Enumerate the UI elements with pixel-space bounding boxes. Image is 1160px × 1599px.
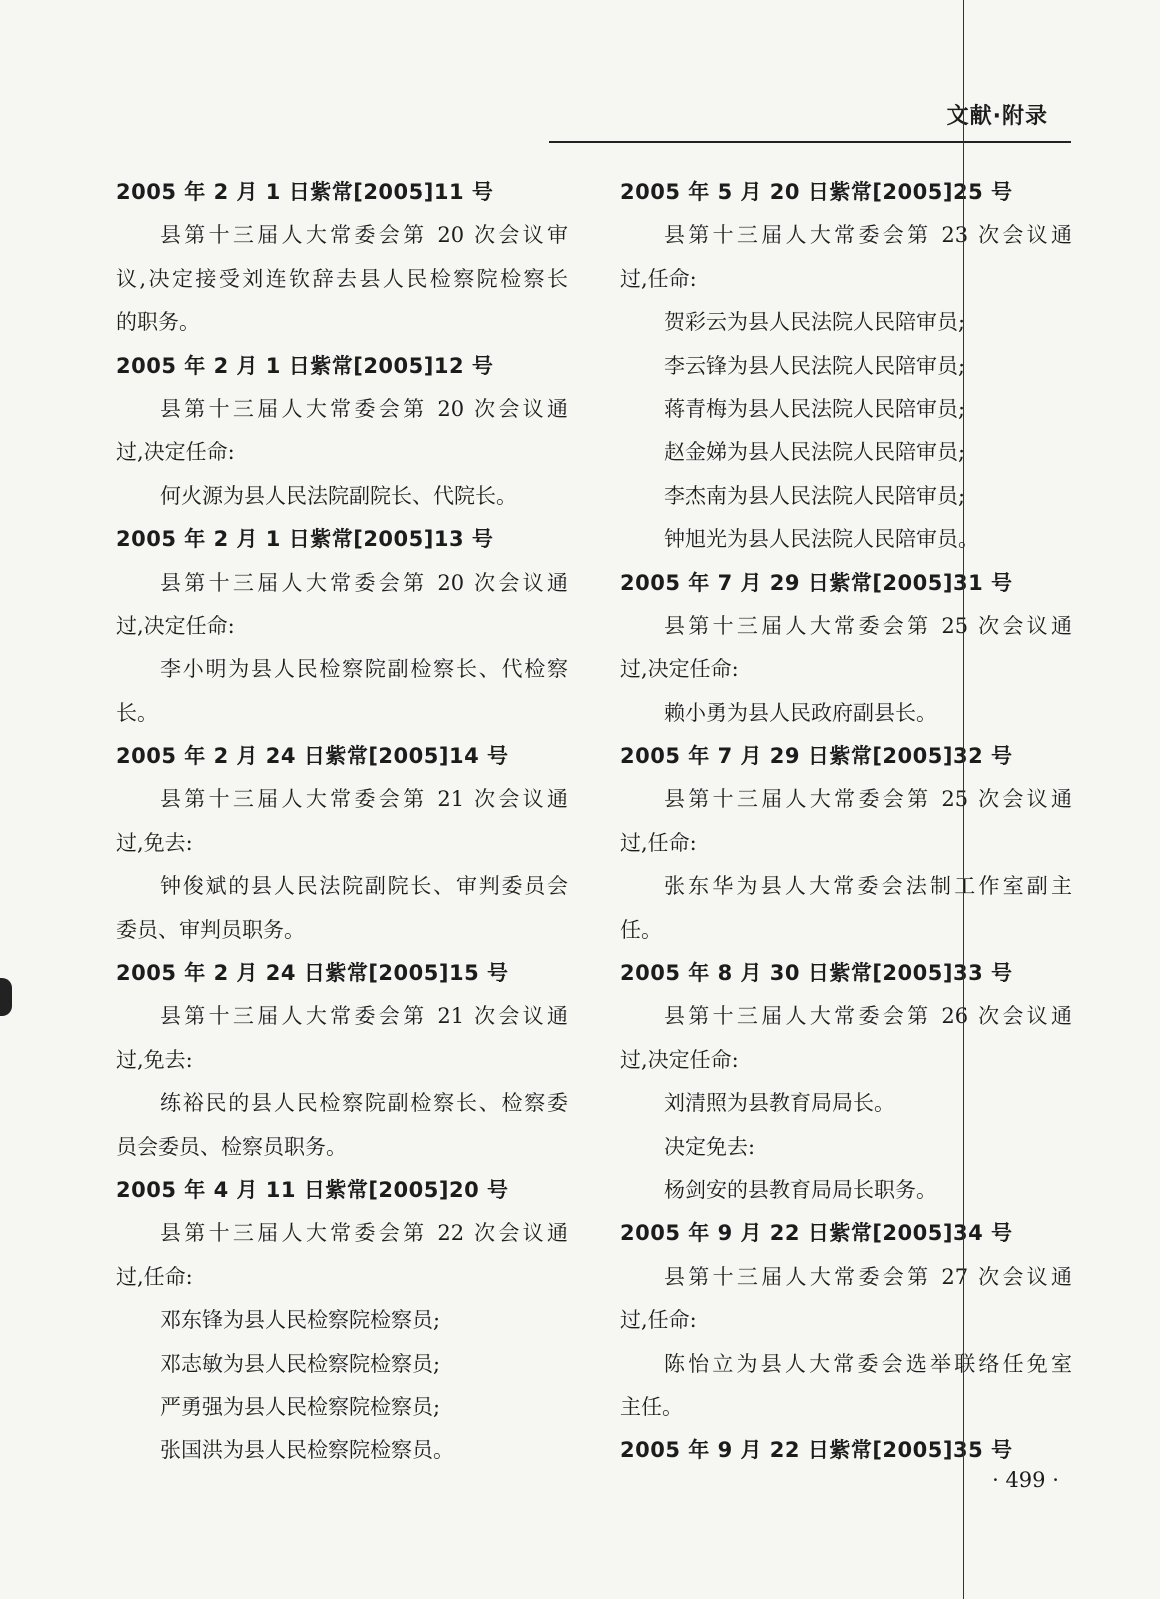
running-header-title: 文献·附录 <box>946 104 1048 129</box>
text-line: 邓志敏为县人民检察院检察员; <box>160 1351 441 1376</box>
right-column <box>620 171 1072 1473</box>
document-heading: 2005 年 2 月 24 日紫常[2005]14 号 <box>116 744 509 769</box>
text-line: 县第十三届人大常委会第 27 次会议通 <box>664 1264 1072 1289</box>
text-line: 过,免去: <box>116 830 193 855</box>
document-heading: 2005 年 2 月 1 日紫常[2005]13 号 <box>116 527 494 552</box>
text-line: 张国洪为县人民检察院检察员。 <box>160 1438 454 1463</box>
text-line: 钟旭光为县人民法院人民陪审员。 <box>664 527 979 552</box>
text-line: 过,任命: <box>620 266 697 291</box>
text-line: 过,任命: <box>116 1264 193 1289</box>
text-line: 李杰南为县人民法院人民陪审员; <box>664 483 966 508</box>
left-column <box>116 171 568 1473</box>
document-heading: 2005 年 7 月 29 日紫常[2005]32 号 <box>620 744 1013 769</box>
page-edge-mark <box>0 978 12 1016</box>
text-line: 李小明为县人民检察院副检察长、代检察 <box>160 657 568 682</box>
text-line: 的职务。 <box>116 310 200 335</box>
text-line: 县第十三届人大常委会第 23 次会议通 <box>664 223 1072 248</box>
text-line: 严勇强为县人民检察院检察员; <box>160 1394 441 1419</box>
text-line: 县第十三届人大常委会第 20 次会议审 <box>160 223 568 248</box>
document-heading: 2005 年 2 月 1 日紫常[2005]12 号 <box>116 353 494 378</box>
text-line: 县第十三届人大常委会第 20 次会议通 <box>160 396 568 421</box>
text-line: 过,免去: <box>116 1047 193 1072</box>
document-heading: 2005 年 5 月 20 日紫常[2005]25 号 <box>620 180 1013 204</box>
document-heading: 2005 年 2 月 1 日紫常[2005]11 号 <box>116 180 494 204</box>
text-line: 蒋青梅为县人民法院人民陪审员; <box>664 396 966 421</box>
document-heading: 2005 年 7 月 29 日紫常[2005]31 号 <box>620 570 1013 595</box>
text-line: 过,任命: <box>620 830 697 855</box>
text-line: 赵金娣为县人民法院人民陪审员; <box>664 440 966 465</box>
page-number: · 499 · <box>992 1468 1059 1492</box>
text-line: 主任。 <box>620 1394 683 1419</box>
text-line: 县第十三届人大常委会第 20 次会议通 <box>160 570 568 595</box>
text-line: 李云锋为县人民法院人民陪审员; <box>664 353 966 378</box>
text-line: 杨剑安的县教育局局长职务。 <box>664 1177 937 1202</box>
text-line: 议,决定接受刘连钦辞去县人民检察院检察长 <box>116 266 568 291</box>
text-line: 县第十三届人大常委会第 26 次会议通 <box>664 1004 1072 1029</box>
text-line: 钟俊斌的县人民法院副院长、审判委员会 <box>160 874 568 899</box>
text-line: 过,任命: <box>620 1308 697 1333</box>
scan-fold-line <box>963 0 964 1599</box>
header-rule <box>549 141 1071 143</box>
text-line: 县第十三届人大常委会第 21 次会议通 <box>160 1004 568 1029</box>
document-heading: 2005 年 9 月 22 日紫常[2005]34 号 <box>620 1221 1013 1246</box>
document-heading: 2005 年 8 月 30 日紫常[2005]33 号 <box>620 961 1013 986</box>
text-line: 赖小勇为县人民政府副县长。 <box>664 700 937 725</box>
text-line: 陈怡立为县人大常委会选举联络任免室 <box>664 1351 1072 1376</box>
text-line: 任。 <box>620 917 662 942</box>
text-line: 县第十三届人大常委会第 22 次会议通 <box>160 1221 568 1246</box>
text-line: 过,决定任命: <box>620 1047 739 1072</box>
text-line: 县第十三届人大常委会第 21 次会议通 <box>160 787 568 812</box>
text-line: 委员、审判员职务。 <box>116 917 305 942</box>
text-line: 过,决定任命: <box>620 657 739 682</box>
text-line: 员会委员、检察员职务。 <box>116 1134 347 1159</box>
text-line: 练裕民的县人民检察院副检察长、检察委 <box>160 1091 568 1116</box>
text-line: 县第十三届人大常委会第 25 次会议通 <box>664 787 1072 812</box>
document-heading: 2005 年 4 月 11 日紫常[2005]20 号 <box>116 1177 509 1202</box>
text-line: 过,决定任命: <box>116 440 235 465</box>
text-line: 邓东锋为县人民检察院检察员; <box>160 1308 441 1333</box>
document-heading: 2005 年 9 月 22 日紫常[2005]35 号 <box>620 1438 1013 1463</box>
text-line: 刘清照为县教育局局长。 <box>664 1091 895 1116</box>
text-line: 过,决定任命: <box>116 613 235 638</box>
text-line: 何火源为县人民法院副院长、代院长。 <box>160 483 517 508</box>
text-line: 县第十三届人大常委会第 25 次会议通 <box>664 613 1072 638</box>
text-line: 长。 <box>116 700 158 725</box>
document-heading: 2005 年 2 月 24 日紫常[2005]15 号 <box>116 961 509 986</box>
text-line: 决定免去: <box>664 1134 756 1159</box>
text-line: 贺彩云为县人民法院人民陪审员; <box>664 310 966 335</box>
text-line: 张东华为县人大常委会法制工作室副主 <box>664 874 1072 899</box>
